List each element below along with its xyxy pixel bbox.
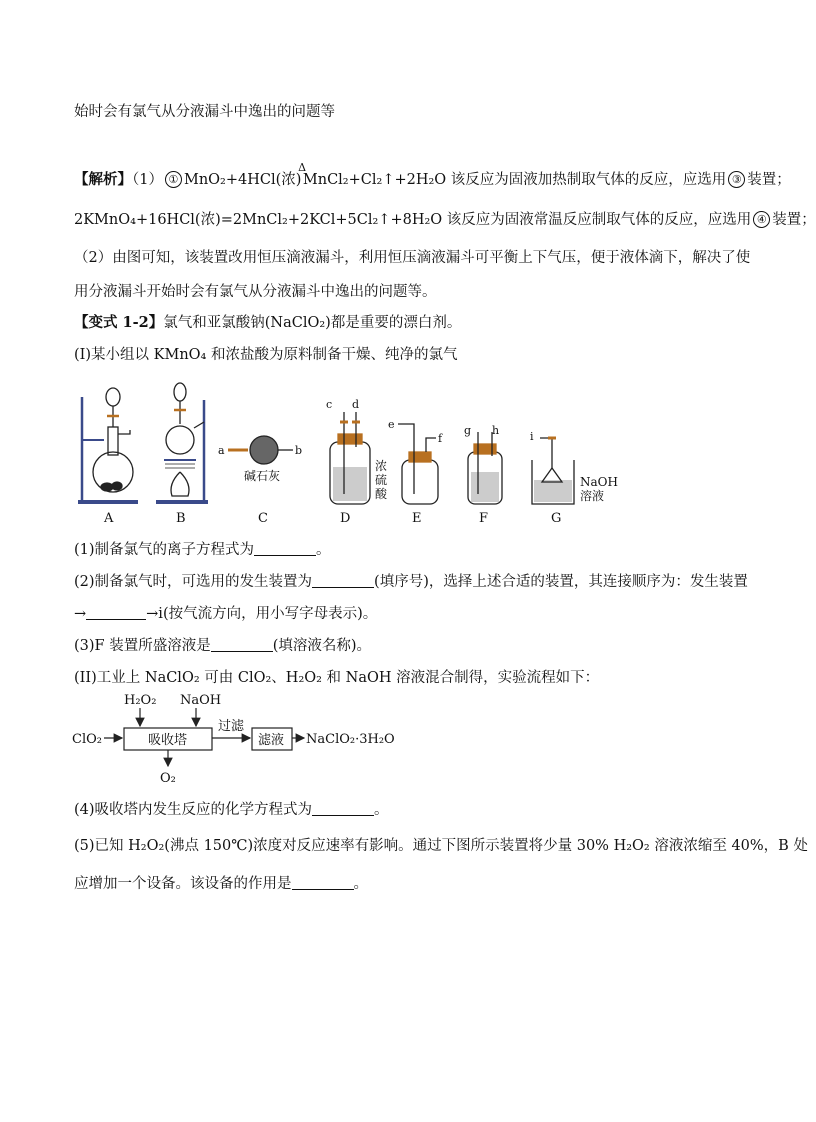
apparatus-e	[398, 424, 438, 504]
label-f: F	[479, 511, 489, 526]
label-g: G	[551, 511, 562, 526]
port-b: b	[295, 444, 303, 457]
analysis-2-text: 该反应为固液常温反应制取气体的反应，应选用	[446, 212, 752, 228]
flow-filter: 过滤	[218, 719, 245, 734]
apparatus-f	[468, 432, 502, 504]
apparatus-d	[330, 412, 370, 504]
q2b-end: →i(按气流方向，用小写字母表示)。	[146, 606, 378, 622]
analysis-line-1	[74, 161, 791, 190]
q5-answer-blank[interactable]	[292, 875, 354, 890]
q4-end: 。	[374, 802, 389, 818]
label-e: E	[412, 511, 422, 526]
q5b-text: 应增加一个设备。该设备的作用是	[74, 876, 292, 892]
apparatus-g	[532, 438, 574, 504]
question-3	[74, 636, 371, 656]
q4-answer-blank[interactable]	[312, 801, 374, 816]
q2b-arrow: →	[74, 606, 87, 622]
port-c: c	[326, 398, 333, 411]
solution-label: 溶液	[580, 489, 605, 503]
q3-end: (填溶液名称)。	[272, 638, 372, 654]
analysis-1-text: 该反应为固液加热制取气体的反应，应选用	[450, 172, 727, 188]
q3-text: (3)F 装置所盛溶液是	[74, 638, 211, 654]
circled-3: ③	[728, 171, 745, 188]
heat-arrow	[298, 161, 307, 190]
flow-tower: 吸收塔	[148, 733, 188, 748]
question-1	[74, 540, 331, 560]
flow-naoh: NaOH	[180, 693, 222, 708]
question-2a	[74, 572, 748, 592]
q1-answer-blank[interactable]	[254, 541, 316, 556]
q2a-text: (2)制备氯气时，可选用的发生装置为	[74, 574, 313, 590]
flow-h2o2: H₂O₂	[124, 693, 157, 708]
soda-lime-label: 碱石灰	[244, 469, 281, 483]
port-h: h	[492, 424, 500, 437]
q2a-end: (填序号)，选择上述合适的装置，其连接顺序为：发生装置	[374, 574, 748, 590]
apparatus-figure	[68, 372, 628, 527]
variant-text: 氯气和亚氯酸钠(NaClO₂)都是重要的漂白剂。	[163, 315, 462, 331]
flow-product: NaClO₂·3H₂O	[306, 732, 395, 747]
intro-line: 始时会有氯气从分液漏斗中逸出的问题等	[74, 104, 335, 120]
apparatus-b	[156, 383, 208, 502]
acid-label-3: 酸	[375, 487, 388, 501]
q5b-end: 。	[353, 876, 368, 892]
question-5a: (5)已知 H₂O₂(沸点 150℃)浓度对反应速率有影响。通过下图所示装置将少量 30% H₂O₂ 溶液浓缩至 40%，B 处	[74, 838, 808, 854]
question-5b	[74, 874, 368, 894]
delta-symbol: Δ	[298, 161, 307, 174]
variant-tag: 【变式 1-2】	[74, 314, 164, 331]
question-4	[74, 800, 389, 820]
label-d: D	[340, 511, 351, 526]
part1-line: (I)某小组以 KMnO₄ 和浓盐酸为原料制备干燥、纯净的氯气	[74, 347, 458, 363]
q2-device-blank[interactable]	[312, 573, 374, 588]
port-d: d	[352, 398, 360, 411]
flow-clo2: ClO₂	[72, 732, 102, 747]
process-flowchart	[68, 690, 428, 790]
naoh-label: NaOH	[580, 475, 618, 489]
q1-end: 。	[316, 542, 331, 558]
analysis-line-4: 用分液漏斗开始时会有氯气从分液漏斗中逸出的问题等。	[74, 284, 437, 300]
question-2b	[74, 604, 377, 624]
flow-filtrate: 滤液	[258, 733, 285, 748]
circled-1: ①	[165, 171, 182, 188]
circled-4: ④	[753, 211, 770, 228]
port-f: f	[438, 432, 443, 445]
port-g: g	[464, 424, 472, 437]
analysis-2-end: 装置；	[772, 212, 816, 228]
variant-line	[74, 313, 461, 333]
port-i: i	[530, 430, 534, 443]
q1-text: (1)制备氯气的离子方程式为	[74, 542, 255, 558]
acid-label-2: 硫	[375, 473, 388, 487]
analysis-line-3: （2）由图可知，该装置改用恒压滴液漏斗，利用恒压滴液漏斗可平衡上下气压，便于液体滴下，解决了使	[74, 250, 751, 266]
apparatus-a	[78, 388, 138, 502]
part2-line: (II)工业上 NaClO₂ 可由 ClO₂、H₂O₂ 和 NaOH 溶液混合制得，实验流程如下：	[74, 670, 600, 686]
eq-1-right: MnCl₂+Cl₂↑+2H₂O	[302, 172, 447, 188]
acid-label-1: 浓	[375, 459, 388, 473]
q3-answer-blank[interactable]	[211, 637, 273, 652]
label-a: A	[104, 511, 114, 526]
q2-order-blank[interactable]	[86, 605, 146, 620]
flow-o2: O₂	[160, 771, 176, 786]
label-b: B	[176, 511, 186, 526]
eq-2: 2KMnO₄+16HCl(浓)=2MnCl₂+2KCl+5Cl₂↑+8H₂O	[74, 212, 443, 228]
analysis-tag: 【解析】	[74, 171, 132, 188]
analysis-line-2	[74, 210, 816, 230]
label-c: C	[258, 511, 268, 526]
analysis-part-1: （1）	[132, 172, 163, 188]
port-a: a	[218, 444, 225, 457]
apparatus-c	[228, 436, 293, 464]
analysis-1-end: 装置；	[747, 172, 791, 188]
port-e: e	[388, 418, 395, 431]
eq-1-left: MnO₂+4HCl(浓)	[183, 172, 302, 188]
q4-text: (4)吸收塔内发生反应的化学方程式为	[74, 802, 313, 818]
